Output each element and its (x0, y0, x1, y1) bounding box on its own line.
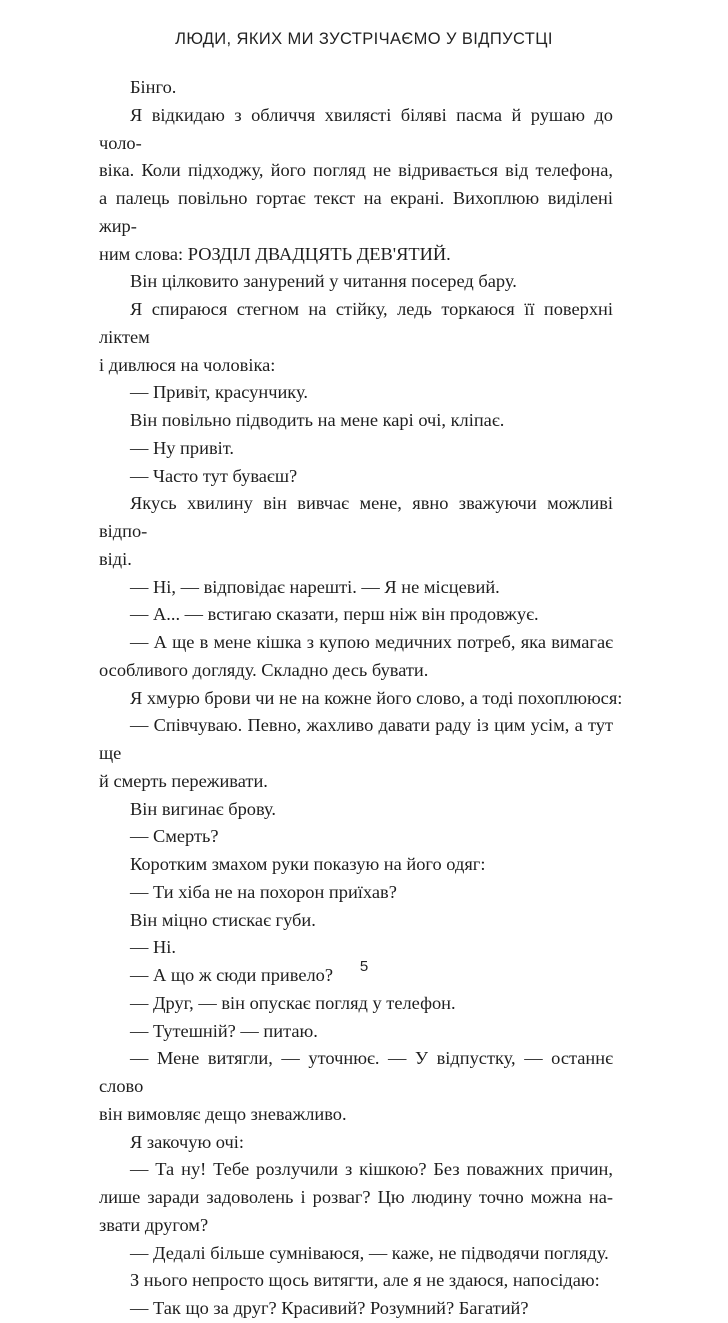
paragraph (99, 1129, 613, 1157)
paragraph (99, 574, 613, 602)
paragraph (99, 990, 613, 1018)
body-text (99, 74, 623, 1323)
text-line: З нього непросто щось витягти, але я не здаюся, напосідаю: (130, 1270, 600, 1291)
text-line: Він міцно стискає губи. (130, 909, 316, 930)
paragraph (99, 1267, 613, 1295)
paragraph (99, 1156, 613, 1239)
text-line: Бінго. (130, 77, 177, 97)
text-line: — Ні. (130, 937, 176, 958)
paragraph (99, 796, 613, 824)
text-line: — Часто тут буваєш? (130, 465, 298, 486)
text-line: віка. Коли підходжу, його погляд не відривається від телефона, (99, 160, 613, 181)
paragraph (99, 1045, 613, 1128)
paragraph (99, 601, 613, 629)
text-line: особливого догляду. Складно десь бувати. (99, 659, 429, 680)
text-line: Я хмурю брови чи не на кожне його слово, а тоді похоплююся: (130, 687, 623, 708)
text-line: — А що ж сюди привело? (130, 965, 334, 985)
paragraph (99, 268, 613, 296)
text-line: Я спираюся стегном на стійку, ледь торкаюся її поверхні ліктем (99, 299, 613, 347)
text-line: Він вигинає брову. (130, 798, 276, 819)
page-number: 5 (359, 958, 369, 975)
paragraph (99, 379, 613, 407)
text-line: лише заради задоволень і розваг? Цю людину точно можна на- (99, 1187, 613, 1207)
paragraph (99, 907, 613, 935)
text-line: Якусь хвилину він вивчає мене, явно зважуючи можливі відпо- (99, 493, 613, 541)
paragraph (99, 296, 613, 379)
text-line: — Ні, — відповідає нарешті. — Я не місцевий. (130, 576, 500, 597)
text-line: — Ну привіт. (130, 437, 234, 458)
paragraph (99, 712, 613, 795)
text-line: віді. (99, 548, 132, 569)
text-line: — Тутешній? — питаю. (130, 1020, 318, 1041)
text-line: — Так що за друг? Красивий? Розумний? Багатий? (130, 1298, 529, 1318)
paragraph (99, 102, 613, 269)
paragraph (99, 1295, 613, 1323)
text-line: і дивлюся на чоловіка: (99, 354, 276, 375)
text-line: він вимовляє дещо зневажливо. (99, 1103, 347, 1124)
text-line: Він цілковито занурений у читання посеред бару. (130, 271, 517, 292)
text-line: звати другом? (99, 1214, 209, 1235)
paragraph (99, 463, 613, 491)
text-line: — Та ну! Тебе розлучили з кішкою? Без поважних причин, (130, 1159, 613, 1180)
text-line: а палець повільно гортає текст на екрані. Вихоплюю виділені жир- (99, 188, 613, 236)
paragraph (99, 1240, 613, 1268)
text-line: — Дедалі більше сумніваюся, — каже, не підводячи погляду. (130, 1242, 609, 1263)
text-line: — А... — встигаю сказати, перш ніж він продовжує. (130, 604, 539, 625)
text-line: Він повільно підводить на мене карі очі, кліпає. (130, 410, 505, 430)
paragraph (99, 74, 613, 102)
text-line: Я відкидаю з обличчя хвилясті біляві пасма й рушаю до чоло- (99, 104, 613, 153)
text-line: Коротким змахом руки показую на його одяг: (130, 854, 486, 874)
paragraph (99, 407, 613, 435)
text-line: — Смерть? (130, 826, 219, 847)
text-line: ним слова: РОЗДІЛ ДВАДЦЯТЬ ДЕВ'ЯТИЙ. (99, 243, 451, 264)
text-line: — Друг, — він опускає погляд у телефон. (130, 992, 456, 1013)
paragraph (99, 1018, 613, 1046)
paragraph (99, 435, 613, 463)
paragraph (99, 490, 613, 573)
paragraph (99, 879, 613, 907)
paragraph (99, 823, 613, 851)
text-line: — А ще в мене кішка з купою медичних потреб, яка вимагає (130, 632, 613, 652)
text-line: — Привіт, красунчику. (130, 382, 308, 403)
text-line: — Мене витягли, — уточнює. — У відпустку, — останнє слово (99, 1048, 613, 1096)
text-line: й смерть переживати. (99, 770, 268, 791)
paragraph (99, 851, 613, 879)
paragraph (99, 629, 613, 685)
text-line: Я закочую очі: (130, 1131, 244, 1152)
text-line: — Ти хіба не на похорон приїхав? (130, 881, 397, 902)
running-title: ЛЮДИ, ЯКИХ МИ ЗУСТРІЧАЄМО У ВІДПУСТЦІ (175, 30, 553, 48)
text-line: — Співчуваю. Певно, жахливо давати раду із цим усім, а тут ще (99, 715, 613, 763)
paragraph (99, 685, 623, 713)
